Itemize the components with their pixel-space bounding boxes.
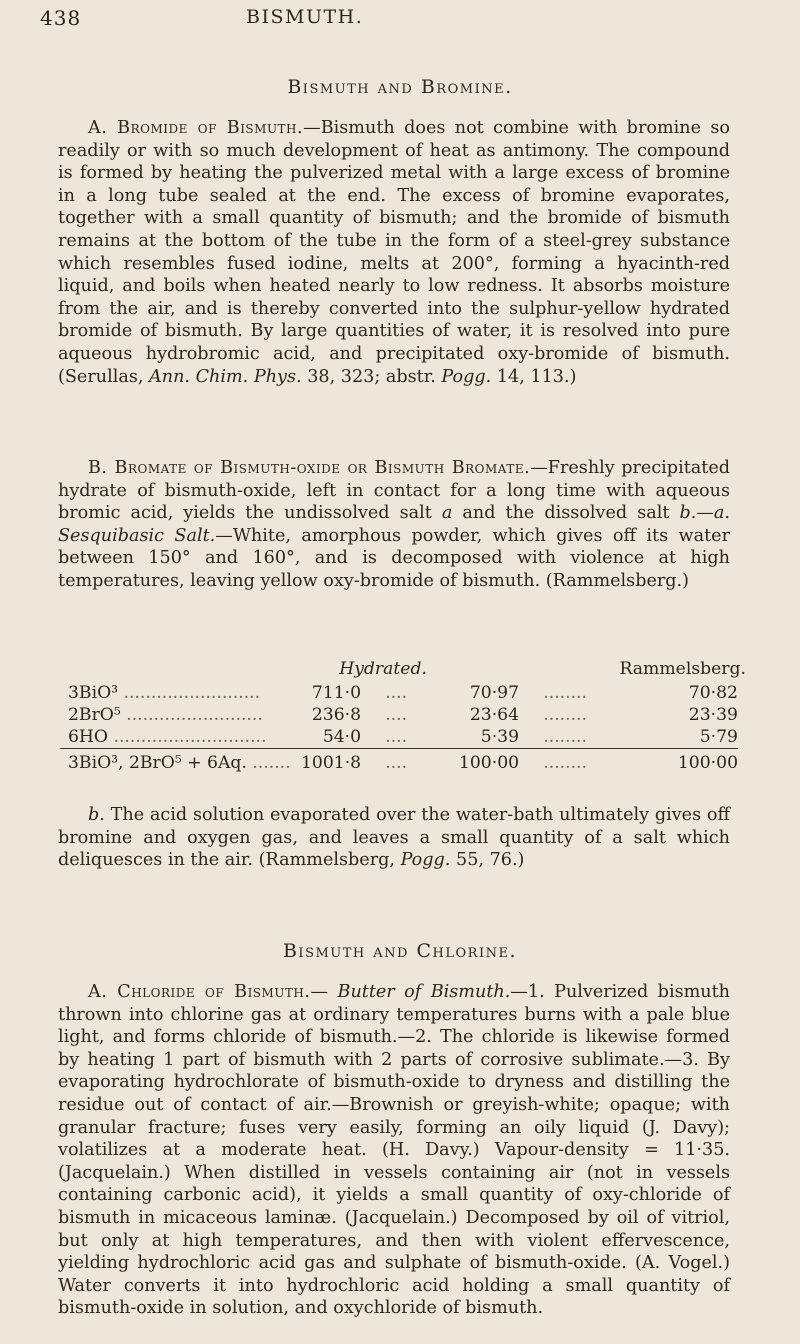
salt-letter: a bbox=[713, 503, 725, 524]
page-number: 438 bbox=[40, 6, 82, 30]
paragraph-text: — bbox=[310, 982, 338, 1002]
paragraph-chloride bbox=[58, 981, 730, 1320]
paragraph-label: A. Bromide of Bismuth. bbox=[88, 118, 304, 138]
synonym-name: Butter of Bismuth. bbox=[337, 982, 511, 1002]
found-cell: 5·79 bbox=[699, 727, 738, 747]
table-total-row: 3BiO³, 2BrO⁵ + 6Aq. ....... 1001·8 .... 100·00 ........ 100·00 bbox=[60, 749, 738, 775]
paragraph-text: . The acid solution evaporated over the water-bath ultimately gives off bromine and oxygen gas, and leaves a small quantity of a salt which deliquesces in the air. (Rammelsberg, bbox=[58, 805, 730, 871]
paragraph-bromate bbox=[58, 457, 730, 593]
column-header-hydrated: Hydrated. bbox=[339, 659, 427, 679]
calc-cell: 711·0 bbox=[311, 683, 362, 703]
paragraph-salt-b bbox=[58, 804, 730, 872]
paragraph-text: —White, amorphous powder, which gives off its water between 150° and 160°, and is decomposed with violence at high temperatures, leaving yellow oxy-bromide of bismuth. (Rammelsberg.) bbox=[58, 525, 730, 591]
calc-cell: 54·0 bbox=[322, 727, 362, 747]
reference-journal: Ann. Chim. Phys. bbox=[149, 366, 302, 387]
section-title-bromine: Bismuth and Bromine. bbox=[287, 76, 513, 98]
salt-letter: a bbox=[441, 503, 453, 524]
section-title-chlorine: Bismuth and Chlorine. bbox=[282, 940, 518, 962]
percent-cell: 100·00 bbox=[431, 749, 519, 775]
percent-cell: 23·64 bbox=[469, 705, 520, 725]
calc-cell: 1001·8 bbox=[291, 749, 361, 775]
running-title: BISMUTH. bbox=[246, 6, 364, 28]
paragraph-label: A. Chloride of Bismuth. bbox=[88, 982, 311, 1002]
percent-cell: 70·97 bbox=[469, 683, 520, 703]
reference-journal: Pogg. bbox=[441, 366, 492, 387]
table-row: 3BiO³ ......................... 711·0 .... 70·97 ........ 70·82 bbox=[68, 683, 738, 703]
formula-cell: 6HO bbox=[68, 727, 109, 747]
paragraph-text: .— bbox=[690, 503, 714, 524]
formula-cell: 2BrO⁵ bbox=[68, 705, 121, 725]
reference-text: 38, 323; abstr. bbox=[301, 366, 442, 387]
table-row: 6HO ............................ 54·0 .... 5·39 ........ 5·79 bbox=[68, 727, 738, 747]
salt-letter: b bbox=[679, 503, 691, 524]
formula-cell: 3BiO³ bbox=[68, 683, 119, 703]
paragraph-bromide bbox=[58, 117, 730, 388]
salt-name: Sesquibasic Salt. bbox=[58, 525, 216, 546]
paragraph-text: and the dissolved salt bbox=[452, 503, 680, 524]
table-row: 2BrO⁵ ......................... 236·8 .... 23·64 ........ 23·39 bbox=[68, 705, 738, 725]
reference-text: 14, 113.) bbox=[491, 366, 577, 387]
salt-letter: b bbox=[88, 805, 100, 825]
paragraph-text: . bbox=[724, 503, 730, 524]
paragraph-text: —Freshly precipitated hydrate of bismuth-oxide, left in contact for a long time with aqueous bromic acid, yields the undissolved salt bbox=[58, 458, 731, 524]
found-cell: 70·82 bbox=[688, 683, 738, 703]
column-header-rammelsberg: Rammelsberg. bbox=[619, 659, 746, 679]
paragraph-text: —1. Pulverized bismuth thrown into chlorine gas at ordinary temperatures burns with a pale blue light, and forms chloride of bismuth.—2. The chloride is likewise formed by heating 1 part of bismuth with 2 parts of corrosive sublimate.—3. By evaporating hydrochlorate of bismuth-oxide to dryness and distilling the residue out of contact of air.—Brownish or greyish-white; opaque; with granular fracture; fuses very easily, forming an oily liquid (J. Davy); volatilizes at a moderate heat. (H. Davy.) Vapour-density = 11·35. (Jacquelain.) When distilled in vessels containing air (not in vessels containing carbonic acid), it yields a small quantity of oxy-chloride of bismuth in micaceous laminæ. (Jacquelain.) Decomposed by oil of vitriol, but only at high temperatures, and then with violent effervescence, yielding hydrochloric acid gas and sulphate of bismuth-oxide. (A. Vogel.) Water converts it into hydrochloric acid holding a small quantity of bismuth-oxide in solution, and oxychloride of bismuth. bbox=[58, 982, 731, 1319]
percent-cell: 5·39 bbox=[480, 727, 520, 747]
found-cell: 23·39 bbox=[688, 705, 738, 725]
calc-cell: 236·8 bbox=[311, 705, 362, 725]
analysis-table bbox=[60, 656, 746, 774]
reference-text: 55, 76.) bbox=[450, 850, 525, 871]
formula-cell: 3BiO³, 2BrO⁵ + 6Aq. bbox=[68, 753, 247, 773]
paragraph-text: —Bismuth does not combine with bromine so readily or with so much development of heat as antimony. The compound is formed by heating the pulverized metal with a large excess of bromine in a long tube sealed at the end. The excess of bromine evaporates, together with a small quantity of bismuth; and the bromide of bismuth remains at the bottom of the tube in the form of a steel-grey substance which resembles fused iodine, melts at 200°, forming a hyacinth-red liquid, and boils when heated nearly to low redness. It absorbs moisture from the air, and is thereby converted into the sulphur-yellow hydrated bromide of bismuth. By large quantities of water, it is resolved into pure aqueous hydrobromic acid, and precipitated oxy-bromide of bismuth. (Serullas, bbox=[58, 118, 730, 387]
reference-journal: Pogg. bbox=[400, 850, 451, 871]
paragraph-label: B. Bromate of Bismuth-oxide or Bismuth Bromate. bbox=[88, 458, 531, 478]
found-cell: 100·00 bbox=[611, 749, 738, 775]
table-header-row bbox=[60, 656, 738, 682]
